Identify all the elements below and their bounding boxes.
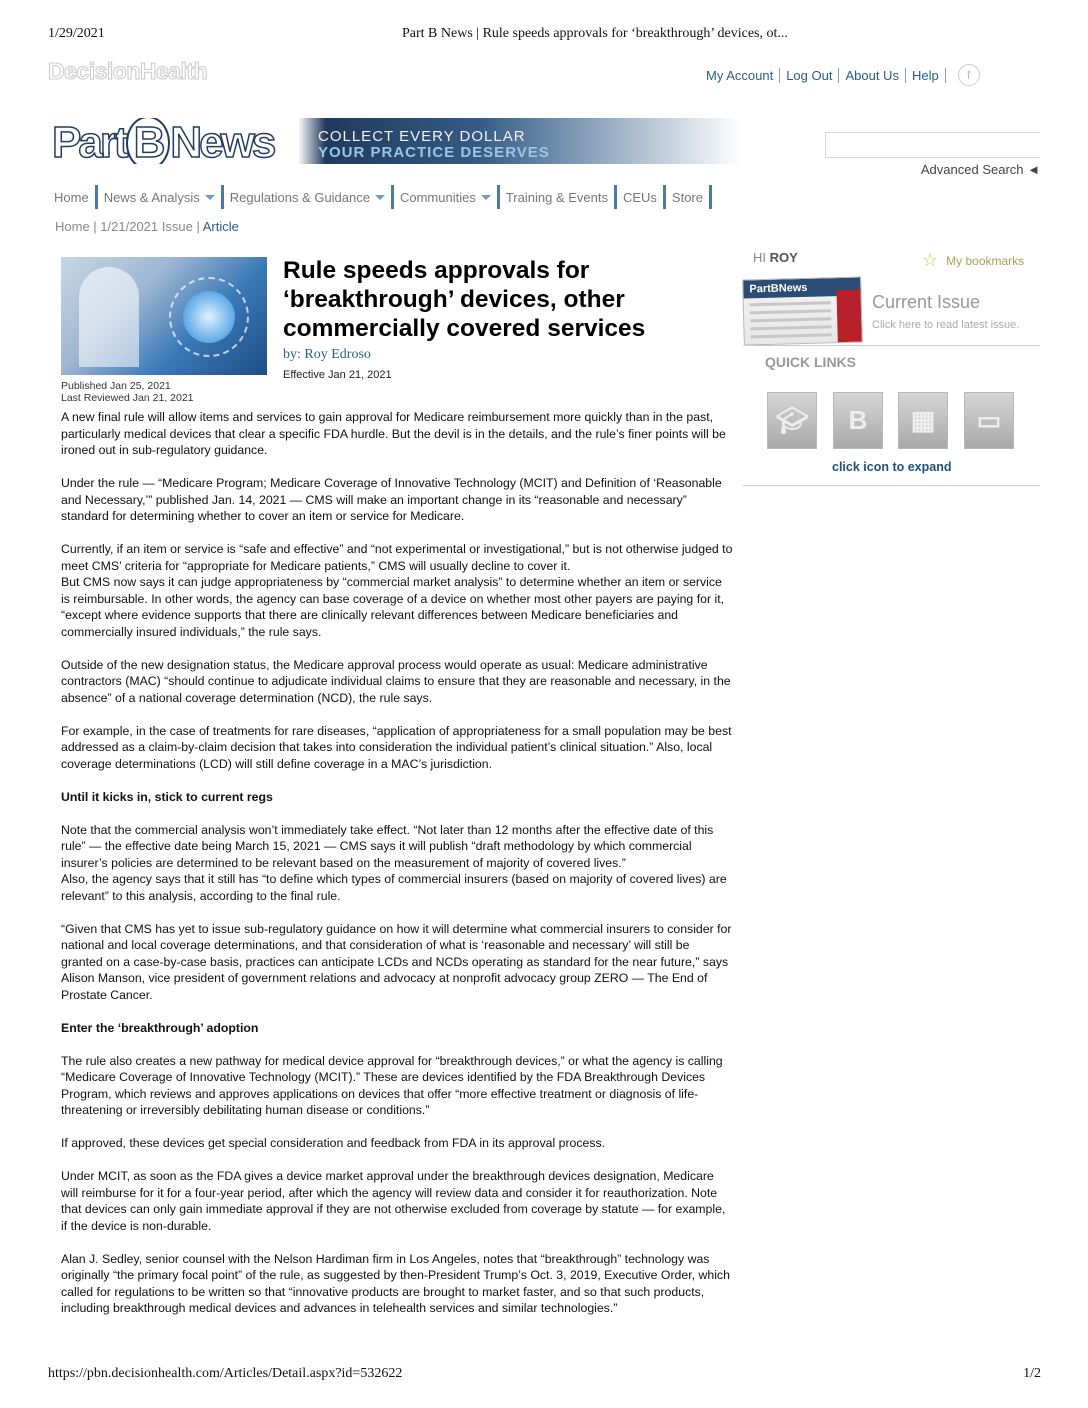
paragraph-gap: [61, 1152, 733, 1169]
nav-news-analysis[interactable]: [98, 185, 224, 209]
paragraph: For example, in the case of treatments for rare diseases, “application of appropriateness for a small population may be best addressed as a claim-by-claim decision that takes into consideration the individual patient’s clinical situation.” Also, local coverage determinations (LCD) will still define coverage in a MAC’s jurisdiction.: [61, 723, 732, 771]
breadcrumb: [55, 219, 239, 234]
paragraph: A new final rule will allow items and services to gain approval for Medicare reimbursement more quickly than in the past, particularly medical devices that clear a specific FDA hurdle. But the devil is in the details, and the rule’s finer points will be ironed out in sub-regulatory guidance.: [61, 410, 726, 457]
banner-tagline-2: YOUR PRACTICE DESERVES: [318, 144, 550, 161]
nav-regulations-guidance[interactable]: [224, 185, 394, 209]
paragraph: Under MCIT, as soon as the FDA gives a device market approval under the breakthrough devices designation, Medicare will reimburse for it for a four-year period, after which the agency will review data and consider it for reauthorization. Note that devices can only gain immediate approval if they are not otherwise excluded from coverage by statute — for example, if the device is non-durable.: [61, 1169, 726, 1233]
paragraph-gap: [61, 904, 733, 921]
paragraph: If approved, these devices get special consideration and feedback from FDA in its approval process.: [61, 1136, 606, 1150]
breadcrumb-separator: |: [89, 219, 101, 234]
star-icon: ☆: [922, 250, 939, 270]
my-account-link[interactable]: My Account: [700, 68, 780, 83]
nav-ceus[interactable]: [617, 185, 666, 209]
user-name: ROY: [769, 250, 798, 265]
paragraph: Also, the agency says that it still has “to define which types of commercial insurers (based on majority of covered lives) are relevant” to this analysis, according to the final rule.: [61, 872, 727, 903]
paragraph: Currently, if an item or service is “safe and effective” and “not experimental or investigational,” but is not otherwise judged to meet CMS’ criteria for “appropriate for Medicare patients,” CMS will usually decline to cover it.: [61, 542, 733, 573]
breadcrumb-separator: |: [192, 219, 203, 234]
paragraph: “Given that CMS has yet to issue sub-regulatory guidance on how it will determine what commercial insurers to consider for national and local coverage determinations, and that consideration of what is ‘reasonable and necessary’ will still be granted on a case-by-case basis, practices can anticipate LCDs and NCDs operating as standard for the near future,” says Alison Manson, vice president of government relations and advocacy at nonprofit advocacy group ZERO — The End of Prostate Cancer.: [61, 921, 732, 1002]
paragraph: Note that the commercial analysis won’t immediately take effect. “Not later than 12 months after the effective date of this rule” — the effective date being March 15, 2021 — CMS says it will publish “draft methodology by which commercial insurer’s policies are determined to be relevant based on the measurement of majority of covered lives.”: [61, 822, 714, 870]
print-url: https://pbn.decisionhealth.com/Articles/Detail.aspx?id=532622: [48, 1366, 403, 1381]
current-issue-cover[interactable]: [742, 276, 863, 345]
nav-news-analysis-label: News & Analysis: [103, 189, 200, 205]
nav-regulations-guidance-label: Regulations & Guidance: [229, 189, 370, 205]
banner-tagline-1: COLLECT EVERY DOLLAR: [318, 128, 526, 145]
paragraph-gap: [61, 1119, 733, 1136]
print-header: [0, 26, 1088, 44]
paragraph: Outside of the new designation status, the Medicare approval process would operate as usual: Medicare administrative contractors (MAC) “should continue to adjudicate individual claims to ensure that they are reasonable and necessary, in the absence” of a national coverage determination (NCD), the rule says.: [61, 657, 731, 705]
decisionhealth-logo[interactable]: DecisionHealth: [48, 58, 208, 84]
article-body: [61, 409, 733, 1317]
print-page-number: 1/2: [1023, 1366, 1041, 1381]
breadcrumb-issue[interactable]: 1/21/2021 Issue: [100, 219, 193, 234]
nav-home[interactable]: [48, 185, 98, 209]
breadcrumb-home[interactable]: Home: [55, 219, 90, 234]
greeting-prefix: HI: [753, 250, 766, 265]
paragraph-gap: [61, 706, 733, 723]
section-heading: Until it kicks in, stick to current regs: [61, 789, 273, 804]
chevron-down-icon: [481, 195, 491, 200]
current-issue-link[interactable]: Current Issue: [872, 292, 981, 312]
nav-communities[interactable]: [394, 185, 500, 209]
nav-store[interactable]: [666, 185, 712, 209]
facebook-icon[interactable]: f: [958, 64, 980, 86]
my-bookmarks-link[interactable]: [922, 250, 1024, 271]
nav-training-events[interactable]: [500, 185, 617, 209]
article-image: [61, 257, 267, 375]
expand-hint: click icon to expand: [832, 460, 952, 474]
about-us-link[interactable]: About Us: [839, 68, 905, 83]
advanced-search-link[interactable]: Advanced Search ◄: [920, 162, 1040, 177]
article-dates: [61, 380, 194, 404]
divider: [743, 345, 1040, 346]
nav-communities-label: Communities: [399, 189, 476, 205]
nav-home-label: Home: [54, 189, 89, 205]
help-link[interactable]: Help: [906, 68, 946, 83]
user-greeting: [753, 250, 798, 265]
divider: [743, 485, 1040, 486]
paragraph: Alan J. Sedley, senior counsel with the Nelson Hardiman firm in Los Angeles, notes that “breakthrough” technology was originally “the primary focal point” of the rule, as suggested by then-President Trump’s Oct. 3, 2019, Executive Order, which called for regulations to be written so that “innovative products are brought to market faster, and so that such products, including breakthrough medical devices and advances in telehealth services and similar technologies.”: [61, 1251, 730, 1315]
partbnews-logo: Part B News: [52, 118, 273, 164]
paragraph-gap: [61, 1234, 733, 1251]
paragraph-gap: [61, 640, 733, 657]
published-date: Published Jan 25, 2021: [61, 380, 171, 392]
b-icon[interactable]: B: [833, 392, 883, 449]
nav-ceus-label: CEUs: [622, 189, 657, 205]
paragraph-gap: [61, 1036, 733, 1053]
print-title: Part B News | Rule speeds approvals for ‘breakthrough’ devices, ot...: [402, 26, 788, 41]
account-links: [700, 64, 980, 86]
main-nav: [48, 185, 712, 209]
partbnews-banner[interactable]: [48, 118, 742, 164]
paragraph-gap: [61, 525, 733, 542]
nav-training-events-label: Training & Events: [505, 189, 608, 205]
nav-store-label: Store: [671, 189, 703, 205]
quick-links-title: QUICK LINKS: [765, 354, 856, 370]
paragraph-gap: [61, 772, 733, 789]
search-input[interactable]: [825, 132, 1040, 158]
paragraph: Under the rule — “Medicare Program; Medicare Coverage of Innovative Technology (MCIT) and Definition of ‘Reasonable and Necessary,’” published Jan. 14, 2021 — CMS will make an important change in its “reasonable and necessary” standard for determining whether to cover an item or service for Medicare.: [61, 476, 722, 523]
current-issue-sub[interactable]: Click here to read latest issue.: [872, 319, 1020, 331]
article-title: Rule speeds approvals for ‘breakthrough’ devices, other commercially covered services: [283, 257, 646, 342]
chevron-down-icon: [375, 195, 385, 200]
issue-cover-brand: PartBNews: [743, 277, 860, 298]
last-reviewed-date: Last Reviewed Jan 21, 2021: [61, 392, 194, 404]
chevron-down-icon: [205, 195, 215, 200]
graduation-cap-icon[interactable]: 🎓︎: [767, 392, 817, 449]
paragraph: But CMS now says it can judge appropriateness by “commercial market analysis” to determine whether an item or service is reimbursable. In other words, the agency can base coverage of a device on whether most other payers are paying for it, “except where evidence supports that there are clinically relevant differences between Medicare beneficiaries and commercially insured individuals,” the rule says.: [61, 575, 725, 639]
calendar-icon[interactable]: ▦: [898, 392, 948, 449]
print-date: 1/29/2021: [48, 26, 105, 41]
paragraph-gap: [61, 805, 733, 822]
bookmarks-label: My bookmarks: [946, 253, 1025, 268]
paragraph: The rule also creates a new pathway for medical device approval for “breakthrough devices,” or what the agency is calling “Medicare Coverage of Innovative Technology (MCIT).” These are devices identified by the FDA Breakthrough Devices Program, which reviews and approves applications on devices that offer “more effective treatment or diagnosis of life-threatening or irreversibly debilitating human disease or conditions.”: [61, 1053, 723, 1117]
breadcrumb-current: Article: [202, 219, 239, 234]
effective-date: Effective Jan 21, 2021: [283, 369, 392, 381]
section-heading: Enter the ‘breakthrough’ adoption: [61, 1020, 259, 1035]
chat-bubble-icon[interactable]: ▭: [964, 392, 1014, 449]
paragraph-gap: [61, 1003, 733, 1020]
paragraph-gap: [61, 459, 733, 476]
log-out-link[interactable]: Log Out: [780, 68, 839, 83]
article-byline[interactable]: by: Roy Edroso: [283, 347, 371, 362]
